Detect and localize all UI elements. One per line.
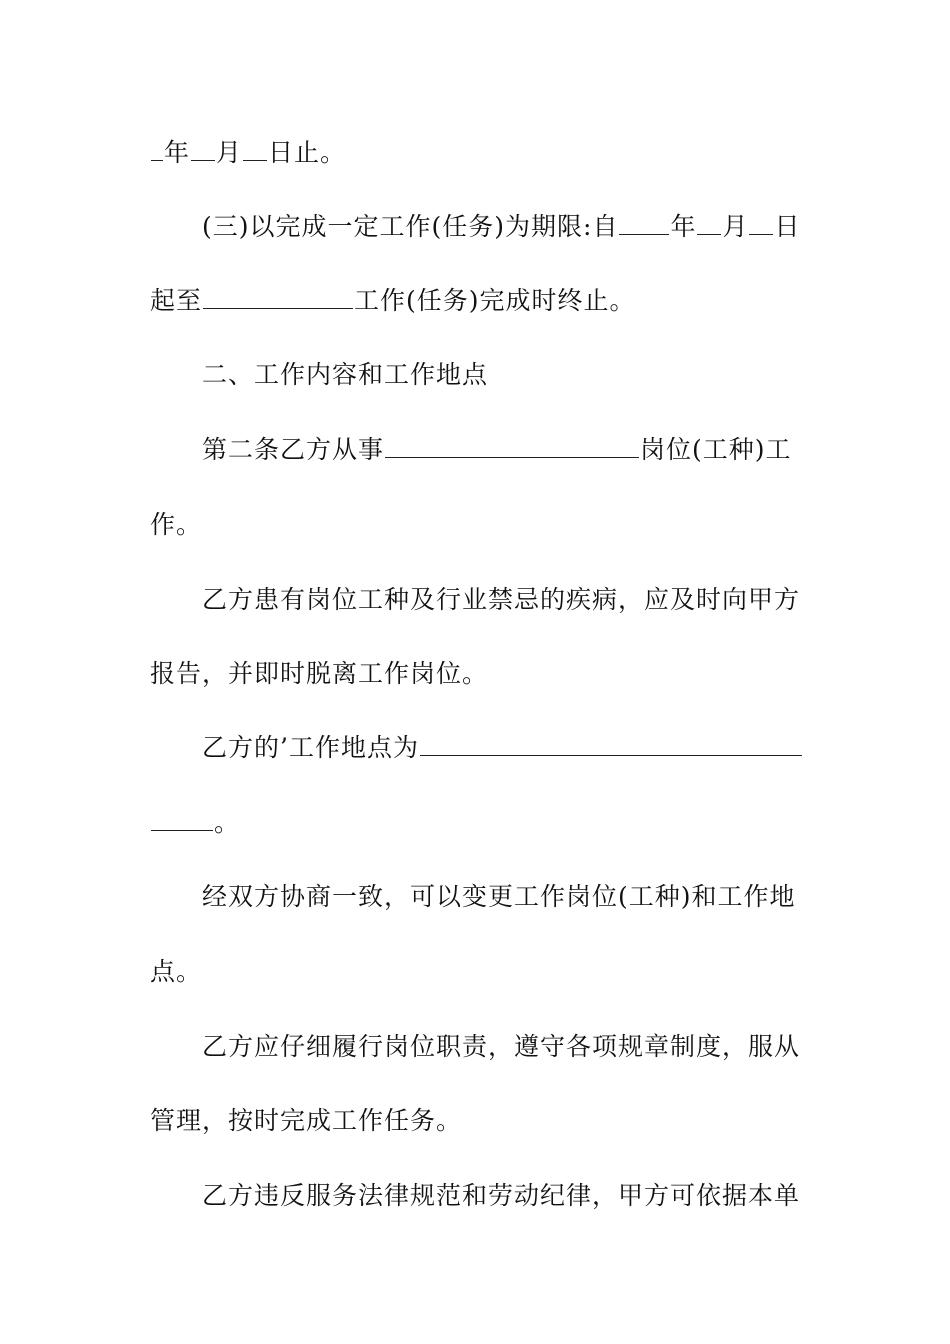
text-segment: 年 [670,212,697,241]
text-segment: 经双方协商一致，可以变更工作岗位(工种)和工作地 [202,882,796,911]
text-line-11 [202,877,862,917]
text-segment: 报告，并即时脱离工作岗位。 [150,659,489,688]
text-segment: 。 [214,808,241,837]
text-segment: 起至 [150,286,203,315]
text-line-12 [150,952,810,992]
text-segment: 年 [164,138,191,167]
text-segment: 乙方违反服务法律规范和劳动纪律，甲方可依据本单 [202,1181,801,1210]
text-segment: 管理，按时完成工作任务。 [150,1106,463,1135]
blank-field [749,208,773,235]
text-segment: (三)以完成一定工作(任务)为期限:自 [202,212,619,241]
text-segment: 第二条乙方从事 [202,435,385,464]
text-line-15 [202,1176,862,1216]
text-line-1 [150,133,810,173]
blank-field [619,208,669,235]
text-line-14 [150,1101,810,1141]
blank-field [420,729,802,756]
text-segment: 乙方应仔细履行岗位职责，遵守各项规章制度，服从 [202,1032,801,1061]
text-segment: 日止。 [268,138,347,167]
text-line-13 [202,1027,862,1067]
text-line-9 [202,728,862,768]
text-segment: 岗位(工种)工 [640,435,792,464]
text-segment: 点。 [150,957,203,986]
section-heading [202,355,862,395]
blank-field [243,134,267,161]
text-segment: 日 [774,212,801,241]
text-segment: 乙方患有岗位工种及行业禁忌的疾病，应及时向甲方 [202,585,801,614]
text-segment: 月 [722,212,749,241]
text-segment: 工作(任务)完成时终止。 [354,286,636,315]
blank-field [203,282,353,309]
text-line-10 [150,803,810,843]
text-line-6 [150,505,810,545]
text-segment: 月 [216,138,243,167]
text-line-8 [150,654,810,694]
blank-field [191,134,215,161]
blank-field [151,134,163,161]
text-segment: 乙方的’工作地点为 [202,733,419,762]
text-line-2 [202,207,862,247]
text-segment: 二、工作内容和工作地点 [202,360,489,389]
blank-field [151,804,213,831]
text-line-3 [150,281,810,321]
text-line-7 [202,580,862,620]
text-segment: 作。 [150,510,203,539]
blank-field [697,208,721,235]
text-line-5 [202,430,862,470]
blank-field [385,431,639,458]
